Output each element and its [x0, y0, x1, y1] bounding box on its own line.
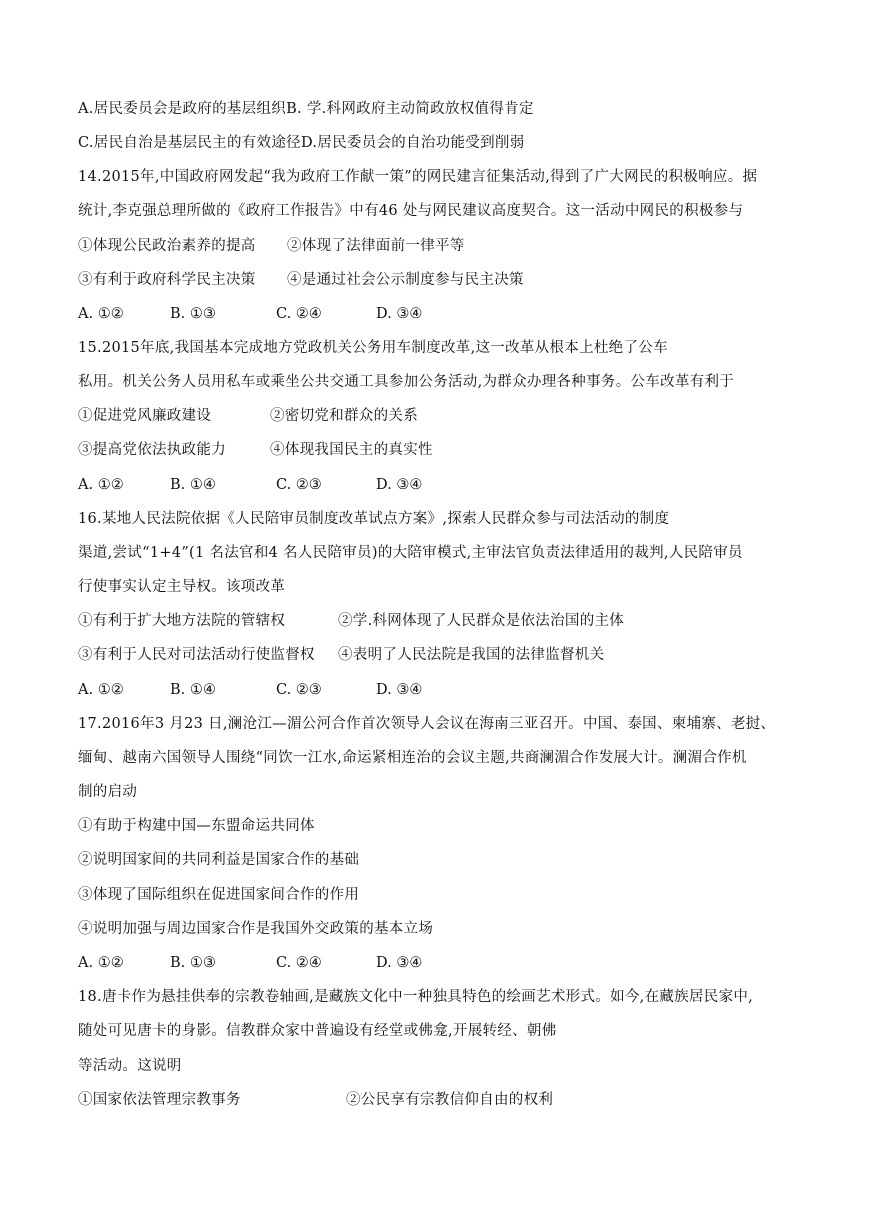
q17-statement-3: ③体现了国际组织在促进国家间合作的作用 — [78, 887, 360, 903]
q15-statement-1: ①促进党风廉政建设 — [78, 408, 212, 424]
q14-statement-4: ④是通过社会公示制度参与民主决策 — [287, 272, 524, 288]
q17-option-b: B. ①③ — [170, 955, 216, 971]
q18-statement-2: ②公民享有宗教信仰自由的权利 — [346, 1092, 554, 1108]
q17-stem-line1: 17.2016年3 月23 日,澜沧江—湄公河合作首次领导人会议在海南三亚召开。中国、泰国、柬埔寨、老挝、 — [78, 716, 776, 732]
q15-option-c: C. ②③ — [276, 477, 322, 493]
q16-stem-line2: 渠道,尝试“1+4”(1 名法官和4 名人民陪审员)的大陪审模式,主审法官负责法律适用的裁判,人民陪审员 — [78, 545, 743, 561]
q15-option-a: A. ①② — [78, 477, 124, 493]
q14-stem-line1: 14.2015年,中国政府网发起“我为政府工作献一策”的网民建言征集活动,得到了广大网民的积极响应。据 — [78, 169, 758, 185]
q16-stem-line3: 行使事实认定主导权。该项改革 — [78, 579, 286, 595]
q16-option-d: D. ③④ — [376, 682, 423, 698]
q14-option-a: A. ①② — [78, 306, 124, 322]
q17-stem-line3: 制的启动 — [78, 784, 138, 800]
q14-option-c: C. ②④ — [276, 306, 322, 322]
q17-option-c: C. ②④ — [276, 955, 322, 971]
q14-statement-2: ②体现了法律面前一律平等 — [287, 238, 465, 254]
q17-option-a: A. ①② — [78, 955, 124, 971]
q15-statement-2: ②密切党和群众的关系 — [270, 408, 418, 424]
q13-options-ab: A.居民委员会是政府的基层组织B. 学.科网政府主动简政放权值得肯定 — [78, 101, 534, 117]
q18-statement-1: ①国家依法管理宗教事务 — [78, 1092, 241, 1108]
q17-option-d: D. ③④ — [376, 955, 423, 971]
q15-statement-3: ③提高党依法执政能力 — [78, 442, 226, 458]
q16-statement-3: ③有利于人民对司法活动行使监督权 — [78, 647, 315, 663]
q15-stem-line1: 15.2015年底,我国基本完成地方党政机关公务用车制度改革,这一改革从根本上杜绝了公车 — [78, 340, 668, 356]
q17-statement-4: ④说明加强与周边国家合作是我国外交政策的基本立场 — [78, 921, 434, 937]
q18-stem-line3: 等活动。这说明 — [78, 1058, 182, 1074]
q15-option-d: D. ③④ — [376, 477, 423, 493]
q17-stem-line2: 缅甸、越南六国领导人围绕“同饮一江水,命运紧相连治的会议主题,共商澜湄合作发展大计。澜湄合作机 — [78, 750, 747, 766]
q16-statement-1: ①有利于扩大地方法院的管辖权 — [78, 613, 286, 629]
q14-stem-line2: 统计,李克强总理所做的《政府工作报告》中有46 处与网民建议高度契合。这一活动中网民的积极参与 — [78, 203, 744, 219]
q18-stem-line1: 18.唐卡作为悬挂供奉的宗教卷轴画,是藏族文化中一种独具特色的绘画艺术形式。如今,在藏族居民家中, — [78, 989, 754, 1005]
q16-option-a: A. ①② — [78, 682, 124, 698]
q15-statement-4: ④体现我国民主的真实性 — [270, 442, 433, 458]
q16-stem-line1: 16.某地人民法院依据《人民陪审员制度改革试点方案》,探索人民群众参与司法活动的制度 — [78, 511, 670, 527]
q16-statement-2: ②学.科网体现了人民群众是依法治国的主体 — [338, 613, 625, 629]
q14-option-d: D. ③④ — [376, 306, 423, 322]
q14-statement-1: ①体现公民政治素养的提高 — [78, 238, 256, 254]
q16-option-b: B. ①④ — [170, 682, 216, 698]
q18-stem-line2: 随处可见唐卡的身影。信教群众家中普遍设有经堂或佛龛,开展转经、朝佛 — [78, 1023, 557, 1039]
q16-statement-4: ④表明了人民法院是我国的法律监督机关 — [338, 647, 605, 663]
q15-stem-line2: 私用。机关公务人员用私车或乘坐公共交通工具参加公务活动,为群众办理各种事务。公车改革有利于 — [78, 374, 735, 390]
q13-options-cd: C.居民自治是基层民主的有效途径D.居民委员会的自治功能受到削弱 — [78, 135, 525, 151]
q14-statement-3: ③有利于政府科学民主决策 — [78, 272, 256, 288]
q15-option-b: B. ①④ — [170, 477, 216, 493]
q16-option-c: C. ②③ — [276, 682, 322, 698]
q17-statement-2: ②说明国家间的共同利益是国家合作的基础 — [78, 852, 360, 868]
q17-statement-1: ①有助于构建中国—东盟命运共同体 — [78, 818, 315, 834]
q14-option-b: B. ①③ — [170, 306, 216, 322]
